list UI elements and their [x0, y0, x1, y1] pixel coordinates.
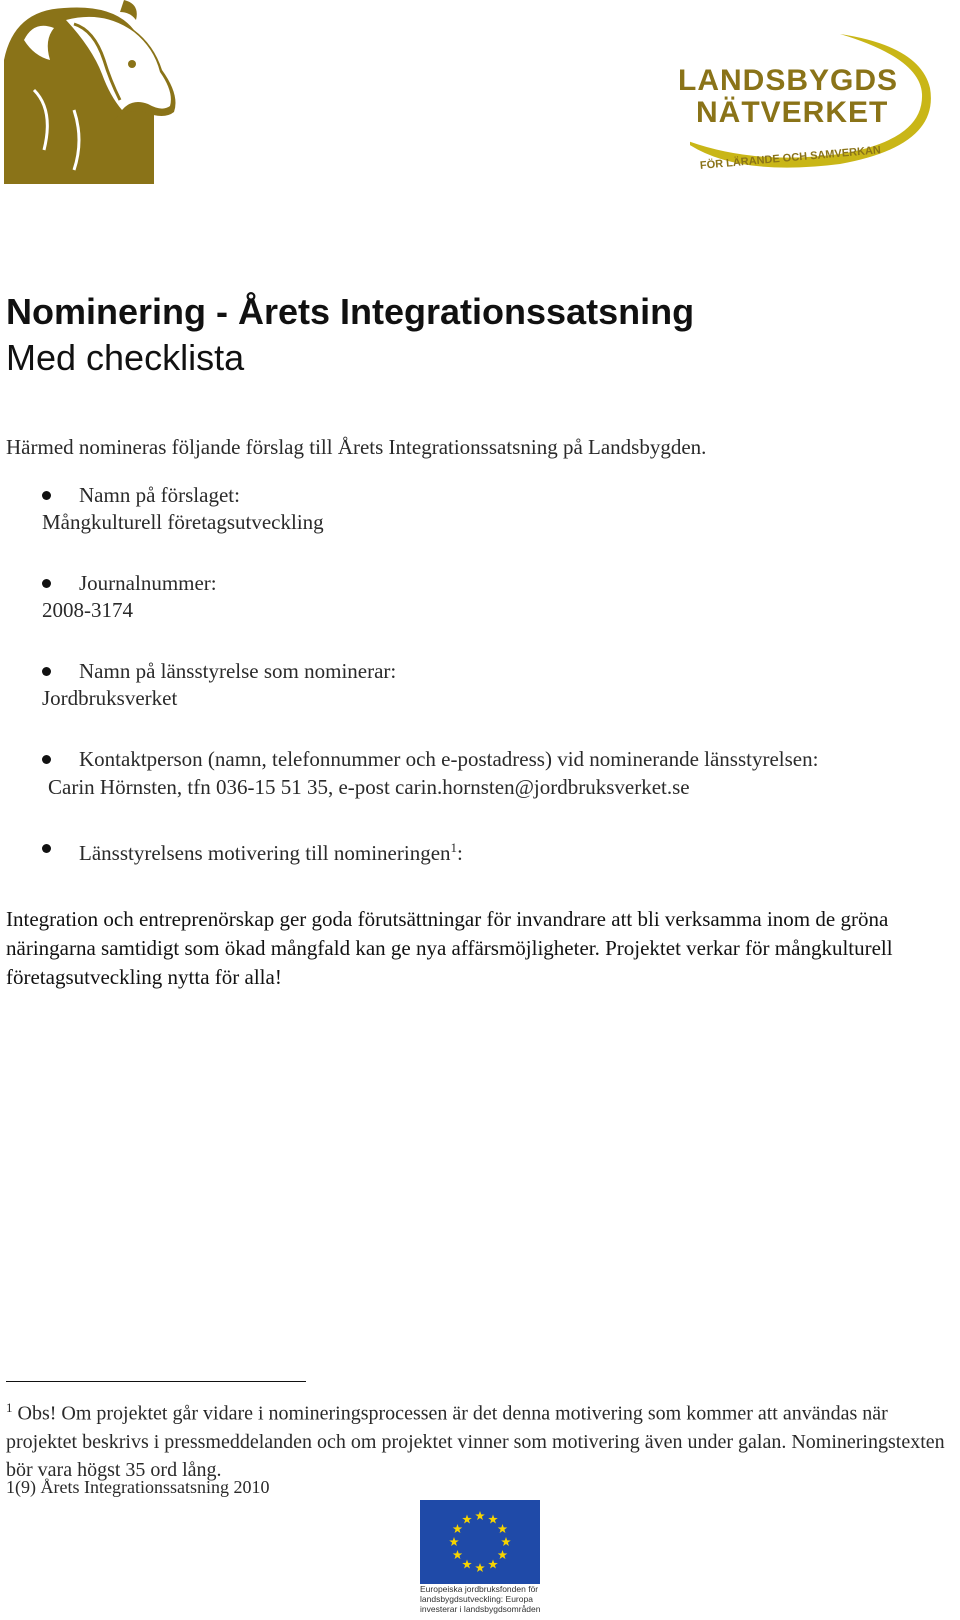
- item-label: Journalnummer:: [79, 571, 217, 595]
- item-label-suffix: :: [457, 841, 463, 865]
- item-label: Namn på förslaget:: [79, 483, 240, 507]
- item-value: Jordbruksverket: [42, 686, 178, 710]
- logo-text-line1: LANDSBYGDS: [678, 64, 899, 97]
- item-value: Carin Hörnsten, tfn 036-15 51 35, e-post carin.hornsten@jordbruksverket.se: [48, 775, 690, 799]
- item-value: 2008-3174: [42, 598, 133, 622]
- logo-text-line2: NÄTVERKET: [696, 96, 889, 129]
- bullet-dot: [42, 667, 51, 676]
- item-label: Namn på länsstyrelse som nominerar:: [79, 659, 397, 683]
- page-footer: 1(9) Årets Integrationssatsning 2010: [6, 1477, 270, 1497]
- footnote-text: Obs! Om projektet går vidare i nomineringsprocessen är det denna motivering som kommer att användas när projektet beskrivs i pressmeddelanden och om projektet vinner som motivering även under galan. Nomineringstexten bör vara högst 35 ord lång.: [6, 1402, 945, 1481]
- bullet-dot: [42, 579, 51, 588]
- page-subtitle: Med checklista: [6, 337, 245, 378]
- item-label: [79, 834, 463, 867]
- item-label: Kontaktperson (namn, telefonnummer och e-postadress) vid nominerande länsstyrelsen:: [79, 747, 819, 771]
- footnote-marker: 1: [6, 1400, 13, 1415]
- motivation-text: Integration och entreprenörskap ger goda förutsättningar för invandrare att bli verksamma inom de gröna näringarna samtidigt som ökad mångfald kan ge nya affärsmöjligheter. Projektet verkar för mångkulturell företagsutveckling nytta för alla!: [6, 907, 893, 989]
- bullet-dot: [42, 491, 51, 500]
- footnote-ref[interactable]: 1: [450, 840, 458, 855]
- eu-caption: Europeiska jordbruksfonden för landsbygdsutveckling: Europa investerar i landsbygdsområden: [420, 1584, 541, 1614]
- footnote-divider: [6, 1381, 306, 1382]
- page-title: Nominering - Årets Integrationssatsning: [6, 291, 695, 332]
- item-value: Mångkulturell företagsutveckling: [42, 510, 324, 534]
- intro-text: Härmed nomineras följande förslag till Årets Integrationssatsning på Landsbygden.: [6, 435, 707, 459]
- logo-tagline: FÖR LÄRANDE OCH SAMVERKAN: [699, 144, 882, 172]
- sheep-logo-icon: [4, 0, 182, 184]
- footnote: [6, 1394, 954, 1484]
- bullet-dot: [42, 844, 51, 853]
- bullet-dot: [42, 755, 51, 764]
- eu-flag-icon: [420, 1500, 540, 1584]
- item-label-text: Länsstyrelsens motivering till nomineringen: [79, 841, 451, 865]
- landsbygdsnatverket-logo: [678, 28, 960, 188]
